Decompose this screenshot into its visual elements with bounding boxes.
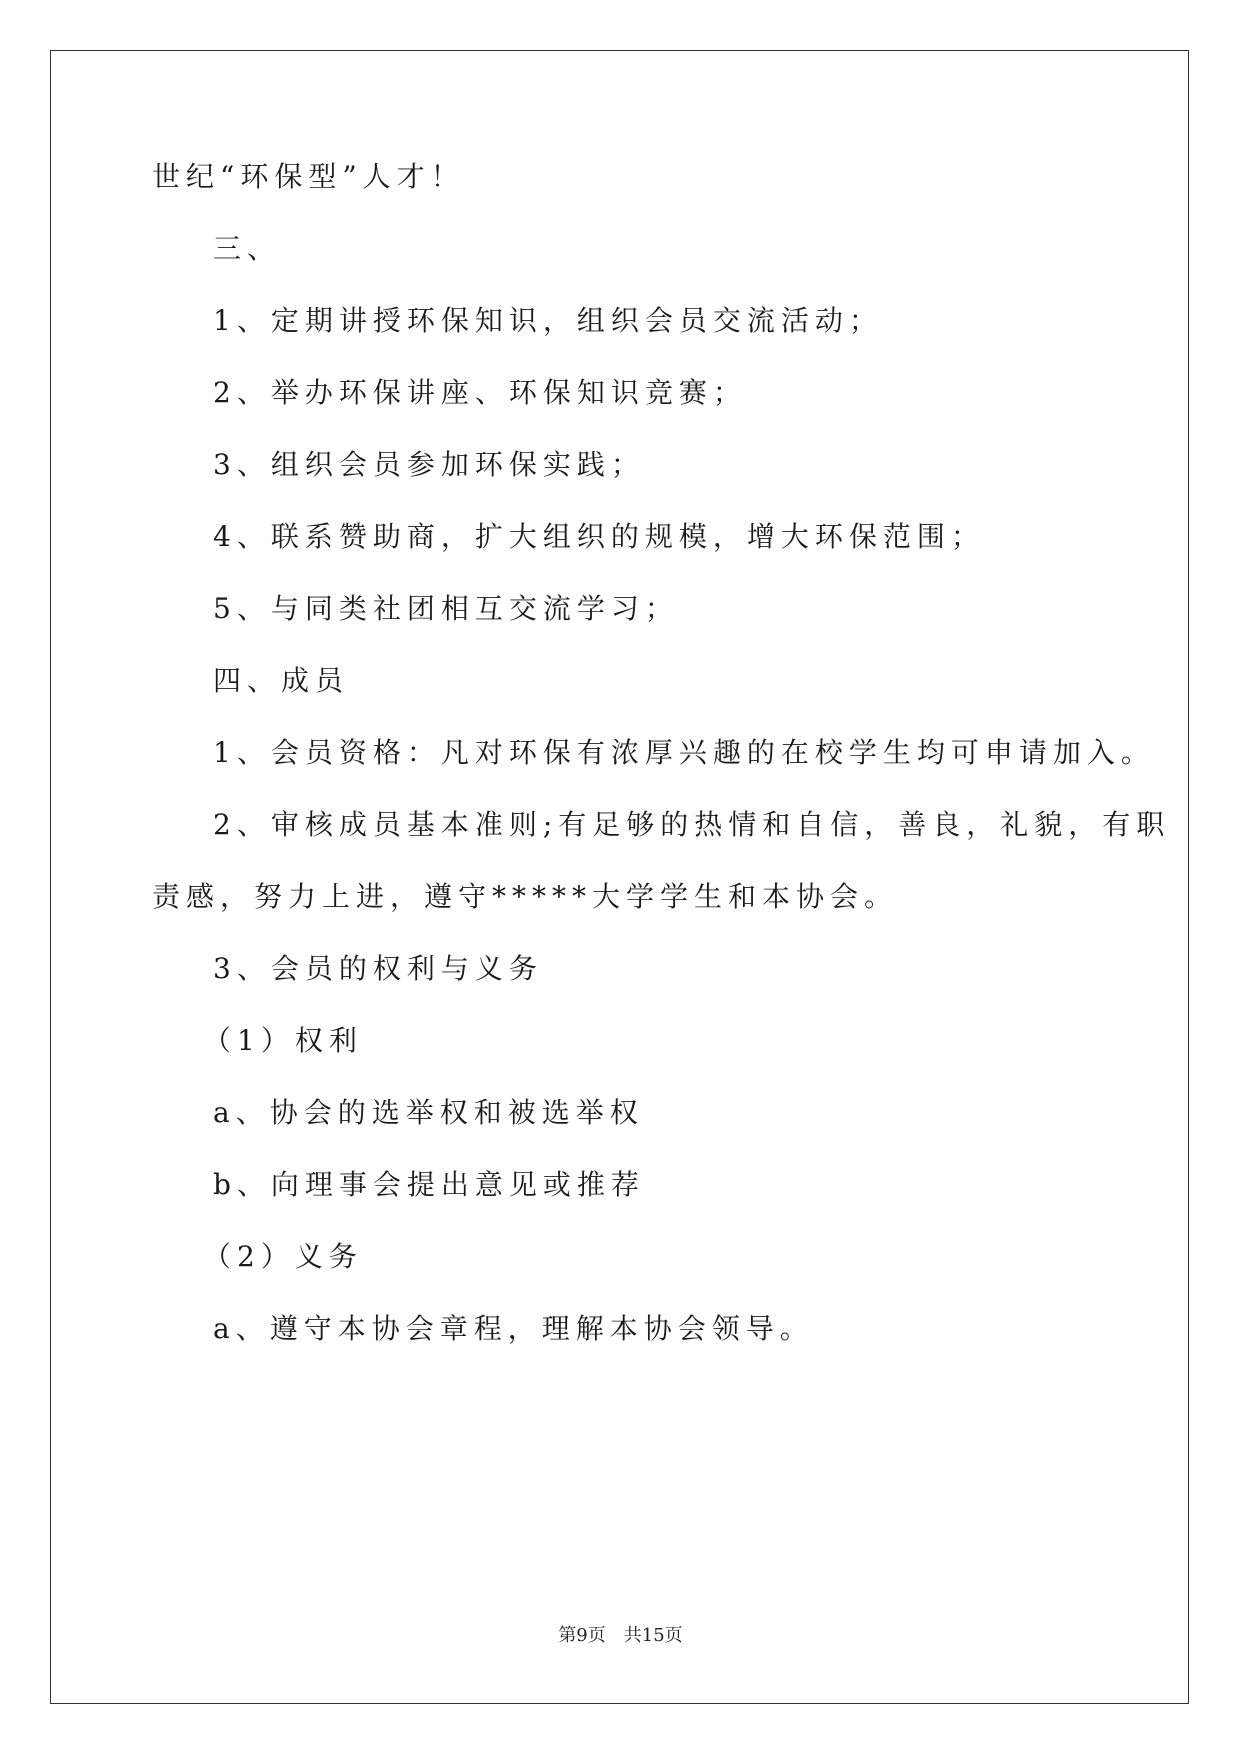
paragraph-line: 责感，努力上进，遵守*****大学学生和本协会。 — [152, 880, 899, 913]
sub-heading-rights: （1）权利 — [203, 1024, 363, 1057]
list-item: 5、与同类社团相互交流学习； — [213, 592, 679, 625]
list-item: b、向理事会提出意见或推荐 — [213, 1168, 645, 1201]
list-item: 2、审核成员基本准则;有足够的热情和自信，善良，礼貌，有职 — [213, 808, 1171, 841]
paragraph-line: 世纪“环保型”人才！ — [152, 160, 465, 193]
page-number-total: 共15页 — [623, 1625, 683, 1646]
list-item: 2、举办环保讲座、环保知识竞赛； — [213, 376, 747, 409]
list-item: 3、组织会员参加环保实践； — [213, 448, 645, 481]
list-item: a、遵守本协会章程，理解本协会领导。 — [213, 1312, 814, 1345]
section-heading-three: 三、 — [213, 232, 282, 265]
list-item: a、协会的选举权和被选举权 — [213, 1096, 644, 1129]
page-number-current: 第9页 — [558, 1625, 606, 1646]
section-heading-members: 四、成员 — [213, 664, 350, 697]
list-item: 1、会员资格：凡对环保有浓厚兴趣的在校学生均可申请加入。 — [213, 736, 1155, 769]
list-item: 4、联系赞助商，扩大组织的规模，增大环保范围； — [213, 520, 985, 553]
page-footer — [0, 1624, 1241, 1648]
sub-heading-duties: （2）义务 — [203, 1240, 363, 1273]
list-item: 3、会员的权利与义务 — [213, 952, 543, 985]
list-item: 1、定期讲授环保知识，组织会员交流活动； — [213, 304, 883, 337]
